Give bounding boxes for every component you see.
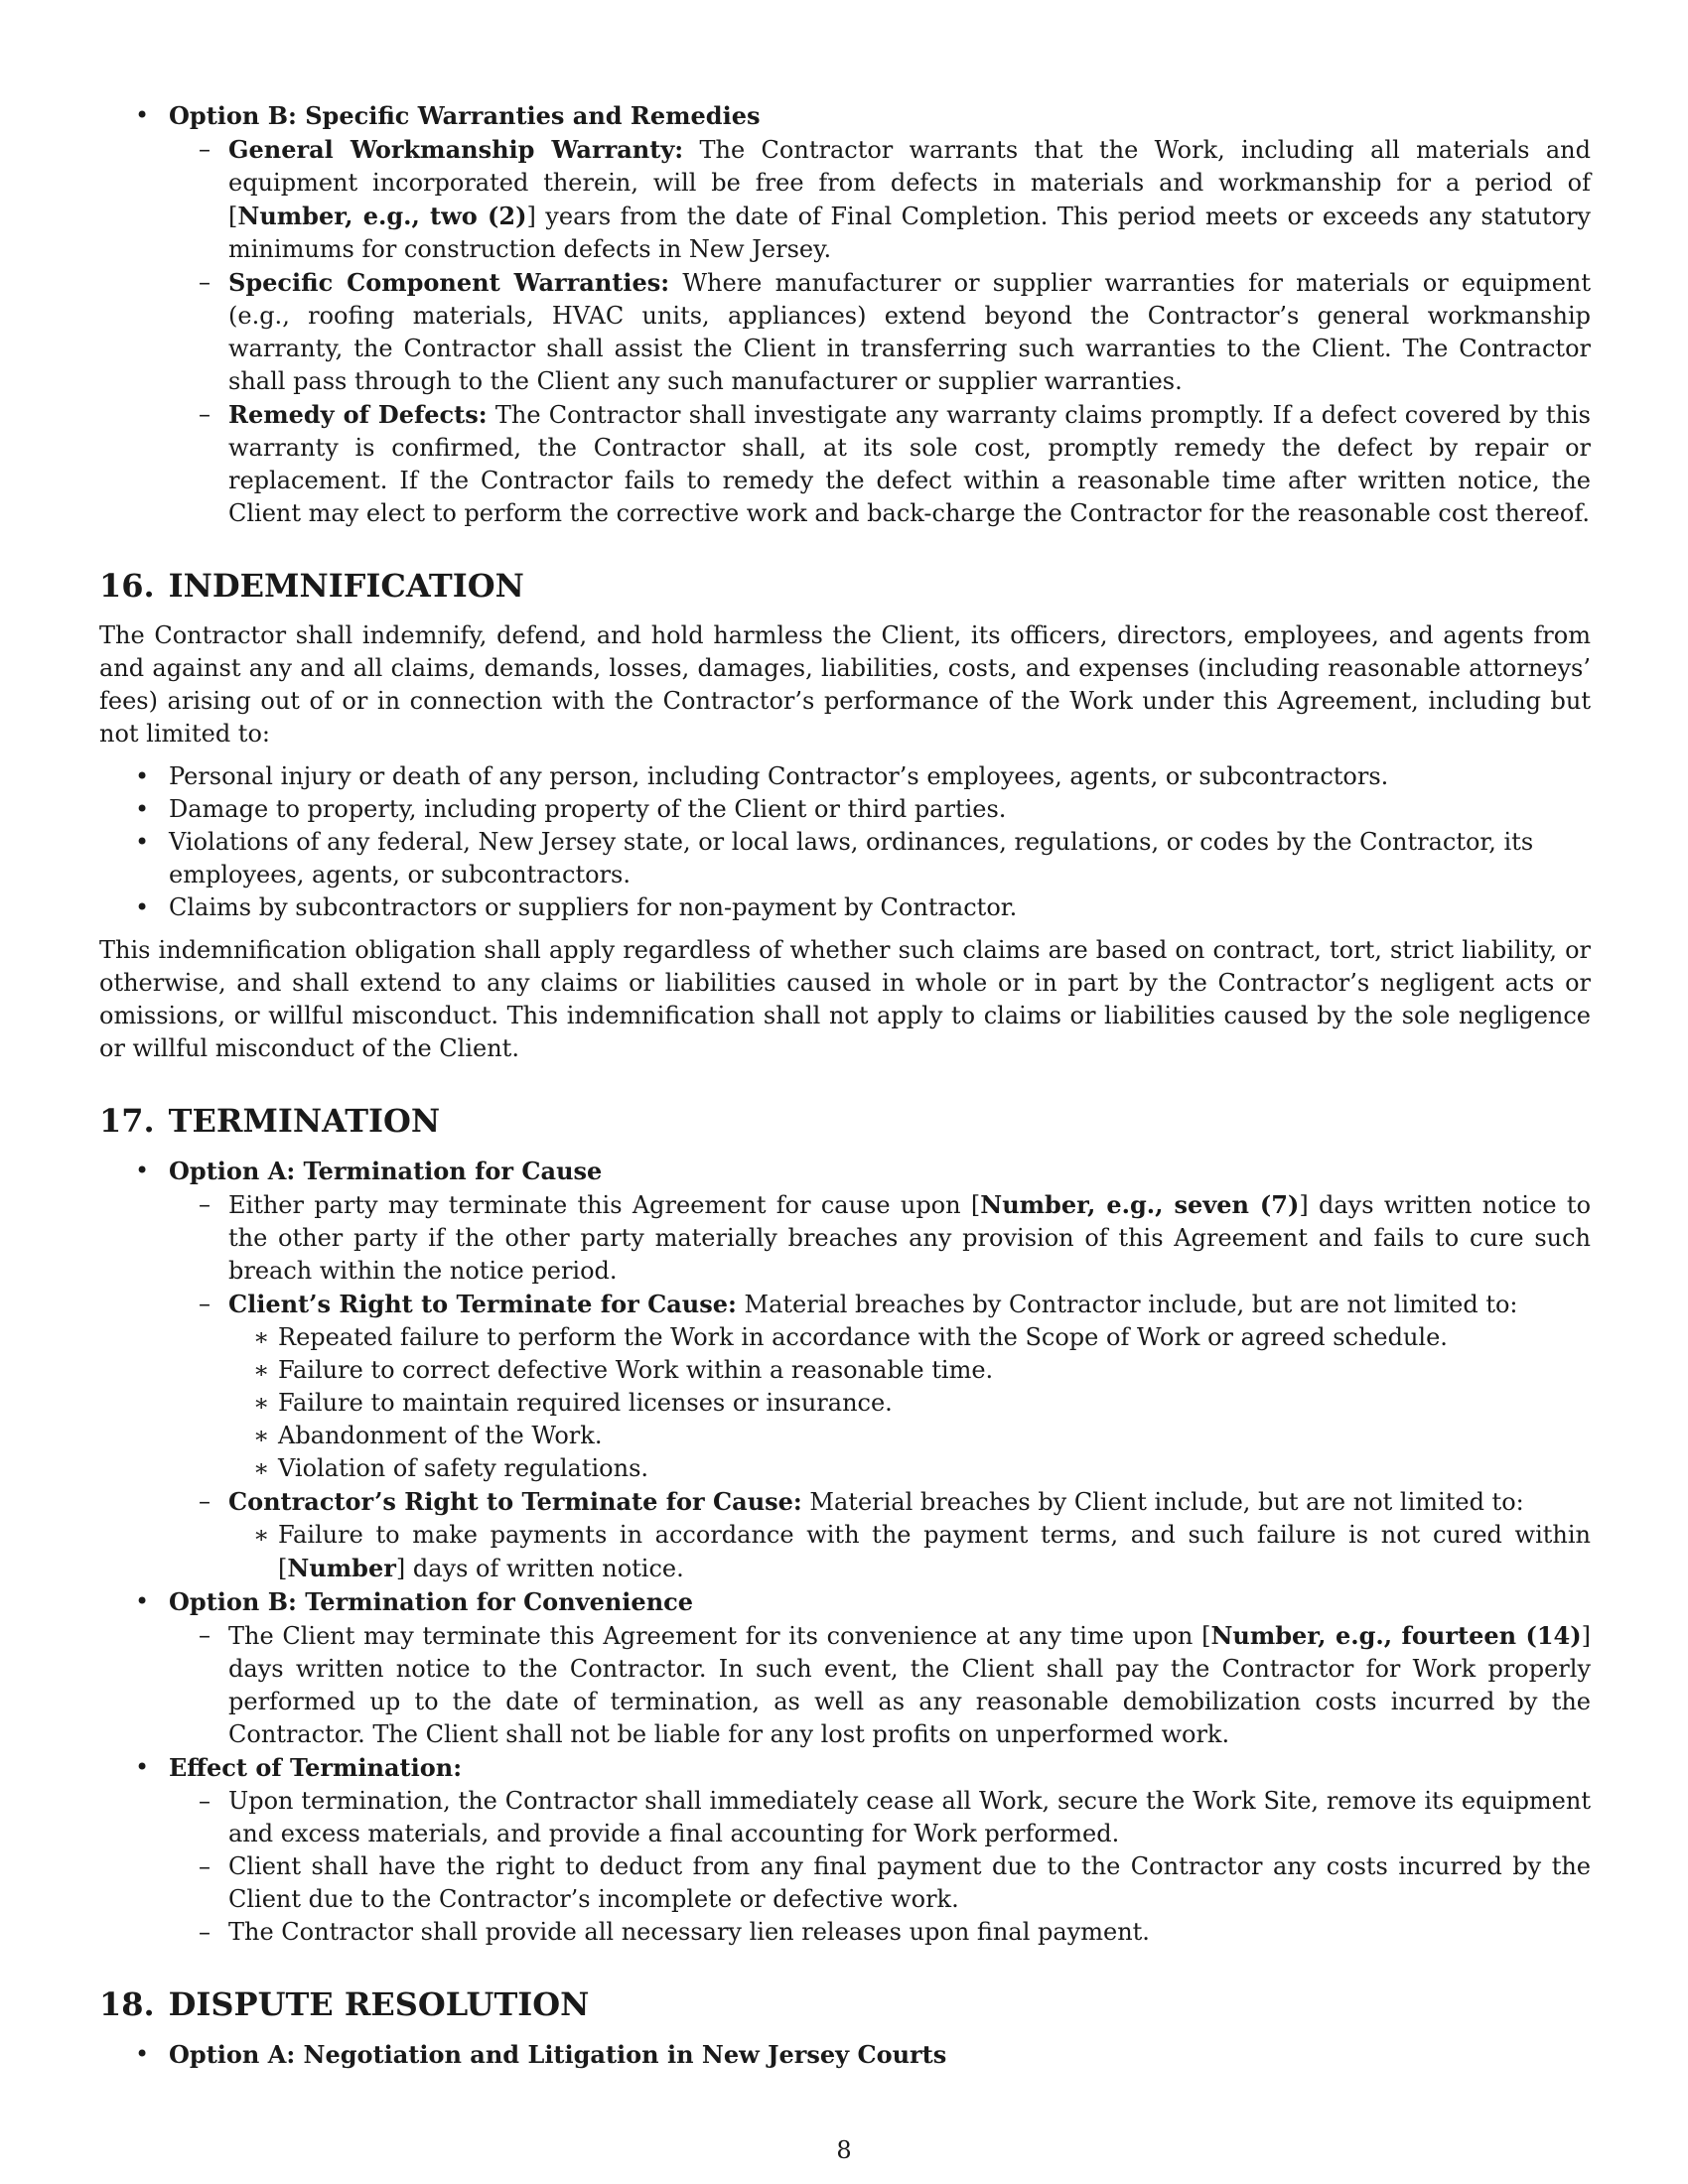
- placeholder-field: Number, e.g., two (2): [237, 202, 527, 230]
- list-item: [99, 1585, 1591, 1751]
- option-a-termination-title: Option A: Termination for Cause: [169, 1157, 603, 1185]
- list-item: • Damage to property, including property of the Client or third parties.: [99, 793, 1591, 826]
- list-item: • Personal injury or death of any person, including Contractor’s employees, agents, or subcontractors.: [99, 760, 1591, 793]
- list-item: ∗ Failure to correct defective Work within a reasonable time.: [228, 1354, 1591, 1387]
- list-item: • Violations of any federal, New Jersey state, or local laws, ordinances, regulations, or codes by the Contractor, its employees, agents, or subcontractors.: [99, 826, 1591, 891]
- general-workmanship-label: General Workmanship Warranty:: [228, 135, 684, 164]
- option-b-warranty-title: Option B: Specific Warranties and Remedies: [169, 101, 761, 130]
- list-item: ∗ Abandonment of the Work.: [228, 1420, 1591, 1452]
- list-item: – Client’s Right to Terminate for Cause: Material breaches by Contractor include, but are not limited to: ∗ Repeated failure to perform the Work in accordance with the Scope of Work or agreed schedule. ∗ Failure to correct defective Work within a reasonable time. ∗ Failure to maintain required licenses or insurance. ∗ Abandonment of the Work. ∗ Violation of safety regulations.: [169, 1288, 1591, 1485]
- warranty-options-list: [99, 99, 1591, 530]
- list-item: [99, 1155, 1591, 1585]
- list-item: ∗ Repeated failure to perform the Work in accordance with the Scope of Work or agreed schedule.: [228, 1321, 1591, 1354]
- list-item: – Contractor’s Right to Terminate for Cause: Material breaches by Client include, but are not limited to: ∗ Failure to make payments in accordance with the payment terms, and such failure is not cured within [Number] days of written notice.: [169, 1485, 1591, 1585]
- list-item: ∗ Failure to make payments in accordance with the payment terms, and such failure is not cured within [Number] days of written notice.: [228, 1519, 1591, 1585]
- warranty-sublist: [169, 133, 1591, 530]
- list-item: – Client shall have the right to deduct from any final payment due to the Contractor any costs incurred by the Client due to the Contractor’s incomplete or defective work.: [169, 1850, 1591, 1916]
- client-right-label: Client’s Right to Terminate for Cause:: [228, 1290, 737, 1318]
- specific-component-label: Specific Component Warranties:: [228, 268, 670, 297]
- indemnification-intro: The Contractor shall indemnify, defend, and hold harmless the Client, its officers, directors, employees, and agents from and against any and all claims, demands, losses, damages, liabilities, costs, and expenses (including reasonable attorneys’ fees) arising out of or in connection with the Contractor’s performance of the Work under this Agreement, including but not limited to:: [99, 621, 1591, 748]
- indemnification-list: [99, 760, 1591, 924]
- remedy-of-defects-label: Remedy of Defects:: [228, 400, 488, 429]
- list-item: – General Workmanship Warranty: The Contractor warrants that the Work, including all materials and equipment incorporated therein, will be free from defects in materials and workmanship for a period of [Number, e.g., two (2)] years from the date of Final Completion. This period meets or exceeds any statutory minimums for construction defects in New Jersey.: [169, 133, 1591, 266]
- list-item: – Specific Component Warranties: Where manufacturer or supplier warranties for materials or equipment (e.g., roofing materials, HVAC units, appliances) extend beyond the Contractor’s general workmanship warranty, the Contractor shall assist the Client in transferring such warranties to the Client. The Contractor shall pass through to the Client any such manufacturer or supplier warranties.: [169, 266, 1591, 398]
- list-item: – The Client may terminate this Agreement for its convenience at any time upon [Number, e.g., fourteen (14)] days written notice to the Contractor. In such event, the Client shall pay the Contractor for Work properly performed up to the date of termination, as well as any reasonable demobilization costs incurred by the Contractor. The Client shall not be liable for any lost profits on unperformed work.: [169, 1619, 1591, 1751]
- list-item: [99, 99, 1591, 530]
- list-item: – Upon termination, the Contractor shall immediately cease all Work, secure the Work Site, remove its equipment and excess materials, and provide a final accounting for Work performed.: [169, 1785, 1591, 1850]
- list-item: ∗ Violation of safety regulations.: [228, 1452, 1591, 1485]
- list-item: • Claims by subcontractors or suppliers for non-payment by Contractor.: [99, 891, 1591, 924]
- indemnification-closing: This indemnification obligation shall apply regardless of whether such claims are based on contract, tort, strict liability, or otherwise, and shall extend to any claims or liabilities caused in whole or in part by the Contractor’s negligent acts or omissions, or willful misconduct. This indemnification shall not apply to claims or liabilities caused by the sole negligence or willful misconduct of the Client.: [99, 936, 1591, 1062]
- section-heading-termination: 17. TERMINATION: [99, 1102, 441, 1140]
- page-number: 8: [836, 2136, 852, 2164]
- placeholder-field: Number, e.g., seven (7): [980, 1190, 1300, 1219]
- list-item: – Remedy of Defects: The Contractor shall investigate any warranty claims promptly. If a defect covered by this warranty is confirmed, the Contractor shall, at its sole cost, promptly remedy the defect by repair or replacement. If the Contractor fails to remedy the defect within a reasonable time after written notice, the Client may elect to perform the corrective work and back-charge the Contractor for the reasonable cost thereof.: [169, 398, 1591, 530]
- list-item: – The Contractor shall provide all necessary lien releases upon final payment.: [169, 1916, 1591, 1949]
- section-heading-dispute-resolution: 18. DISPUTE RESOLUTION: [99, 1985, 590, 2023]
- section-heading-indemnification: 16. INDEMNIFICATION: [99, 567, 524, 605]
- document-page: [99, 99, 1591, 2072]
- list-item: [99, 2038, 1591, 2072]
- placeholder-field: Number: [287, 1554, 396, 1582]
- option-b-termination-title: Option B: Termination for Convenience: [169, 1587, 694, 1616]
- effect-of-termination-title: Effect of Termination:: [169, 1753, 463, 1782]
- placeholder-field: Number, e.g., fourteen (14): [1210, 1621, 1582, 1650]
- termination-options-list: [99, 1155, 1591, 1949]
- list-item: ∗ Failure to maintain required licenses or insurance.: [228, 1387, 1591, 1420]
- list-item: [99, 1751, 1591, 1949]
- list-item: – Either party may terminate this Agreement for cause upon [Number, e.g., seven (7)] days written notice to the other party if the other party materially breaches any provision of this Agreement and fails to cure such breach within the notice period.: [169, 1188, 1591, 1288]
- option-a-dispute-title: Option A: Negotiation and Litigation in New Jersey Courts: [169, 2040, 947, 2069]
- contractor-right-label: Contractor’s Right to Terminate for Cause:: [228, 1487, 802, 1516]
